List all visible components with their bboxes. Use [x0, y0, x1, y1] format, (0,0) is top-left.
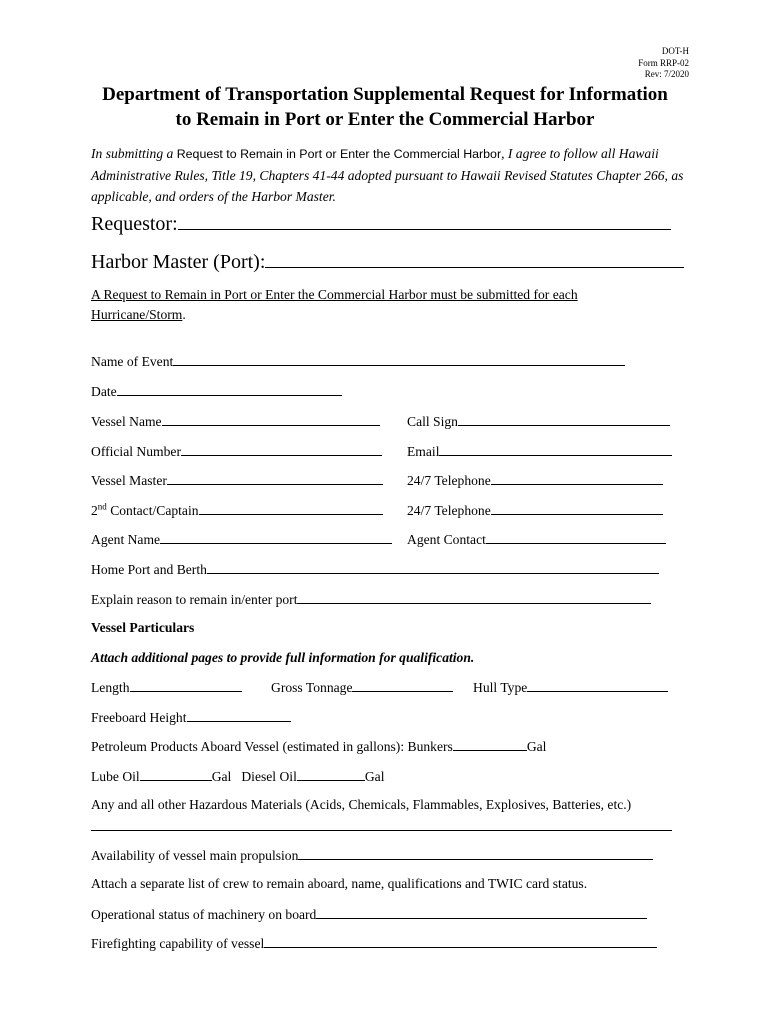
name-of-event-field[interactable]	[173, 353, 625, 366]
lube-oil-field[interactable]	[140, 768, 212, 781]
freeboard-row	[91, 709, 291, 726]
vessel-particulars-heading: Vessel Particulars	[91, 620, 195, 635]
agent-name-field[interactable]	[160, 531, 392, 544]
agent-contact-field[interactable]	[486, 531, 666, 544]
machinery-field[interactable]	[316, 906, 647, 919]
vessel-master-field[interactable]	[167, 472, 383, 485]
email-row	[407, 443, 672, 460]
gross-tonnage-row	[271, 679, 453, 696]
propulsion-label: Availability of vessel main propulsion	[91, 848, 299, 863]
form-title-line-1: Department of Transportation Supplemental Request for Information	[102, 84, 668, 105]
particulars-instruction: Attach additional pages to provide full information for qualification.	[91, 650, 475, 665]
email-label: Email	[407, 444, 440, 459]
form-header	[638, 46, 689, 81]
hull-type-row	[473, 679, 668, 696]
form-title-line-2: to Remain in Port or Enter the Commercial Harbor	[175, 109, 595, 130]
explain-reason-row	[91, 591, 651, 608]
agent-name-label: Agent Name	[91, 532, 161, 547]
second-contact-row	[91, 502, 383, 519]
telephone-2-label: 24/7 Telephone	[407, 503, 491, 518]
call-sign-label: Call Sign	[407, 414, 458, 429]
firefighting-row	[91, 935, 657, 952]
form-revision: Rev: 7/2020	[644, 69, 689, 79]
requestor-row	[91, 213, 671, 236]
date-label: Date	[91, 384, 117, 399]
lube-oil-label: Lube Oil	[91, 769, 140, 784]
explain-reason-field[interactable]	[297, 591, 651, 604]
intro-part-1: In submitting a	[91, 146, 177, 161]
gross-tonnage-label: Gross Tonnage	[271, 680, 353, 695]
hull-type-field[interactable]	[527, 679, 668, 692]
crew-list-instruction: Attach a separate list of crew to remain aboard, name, qualifications and TWIC card status.	[91, 876, 588, 891]
agent-name-row	[91, 531, 392, 548]
telephone-1-field[interactable]	[491, 472, 663, 485]
length-row	[91, 679, 242, 696]
hazardous-field[interactable]	[91, 830, 672, 831]
petroleum-label: Petroleum Products Aboard Vessel (estimated in gallons): Bunkers	[91, 739, 453, 754]
hull-type-label: Hull Type	[473, 680, 528, 695]
vessel-name-field[interactable]	[162, 413, 380, 426]
requestor-field[interactable]	[178, 213, 671, 230]
official-number-row	[91, 443, 382, 460]
diesel-oil-field[interactable]	[297, 768, 365, 781]
lube-oil-unit: Gal	[211, 769, 232, 784]
second-contact-field[interactable]	[199, 502, 383, 515]
notice-period: .	[182, 307, 186, 322]
firefighting-label: Firefighting capability of vessel	[91, 936, 265, 951]
email-field[interactable]	[439, 443, 672, 456]
dept-code: DOT-H	[661, 46, 689, 56]
home-port-field[interactable]	[207, 561, 659, 574]
official-number-field[interactable]	[181, 443, 382, 456]
machinery-label: Operational status of machinery on board	[91, 907, 317, 922]
telephone-2-row	[407, 502, 663, 519]
bunkers-unit: Gal	[526, 739, 547, 754]
vessel-master-label: Vessel Master	[91, 473, 167, 488]
home-port-row	[91, 561, 659, 578]
length-field[interactable]	[130, 679, 242, 692]
notice-text: A Request to Remain in Port or Enter the Commercial Harbor must be submitted for each Hurricane/Storm	[91, 287, 578, 322]
harbor-master-field[interactable]	[265, 251, 684, 268]
machinery-row	[91, 906, 647, 923]
explain-reason-label: Explain reason to remain in/enter port	[91, 592, 298, 607]
official-number-label: Official Number	[91, 444, 181, 459]
telephone-1-label: 24/7 Telephone	[407, 473, 491, 488]
firefighting-field[interactable]	[264, 935, 657, 948]
intro-paragraph	[91, 143, 711, 207]
propulsion-field[interactable]	[298, 847, 653, 860]
intro-part-2: Request to Remain in Port or Enter the Commercial Harbor	[176, 147, 502, 161]
agent-contact-label: Agent Contact	[407, 532, 486, 547]
date-row	[91, 383, 342, 400]
hazardous-label: Any and all other Hazardous Materials (Acids, Chemicals, Flammables, Explosives, Batteries, etc.)	[91, 797, 632, 812]
intro-part-3: , I agree to follow all Hawaii Administrative Rules, Title 19, Chapters 41-44 adopted pursuant to Hawaii Revised Statutes Chapter 266, as applicable, and orders of the Harbor Master.	[91, 146, 684, 204]
agent-contact-row	[407, 531, 666, 548]
diesel-oil-label: Diesel Oil	[241, 769, 297, 784]
name-of-event-label: Name of Event	[91, 354, 174, 369]
vessel-name-label: Vessel Name	[91, 414, 162, 429]
freeboard-label: Freeboard Height	[91, 710, 187, 725]
length-label: Length	[91, 680, 130, 695]
gross-tonnage-field[interactable]	[352, 679, 453, 692]
harbor-master-label: Harbor Master (Port):	[91, 251, 266, 273]
vessel-name-row	[91, 413, 380, 430]
form-number: Form RRP-02	[638, 57, 689, 68]
petroleum-row	[91, 738, 546, 755]
telephone-2-field[interactable]	[491, 502, 663, 515]
freeboard-field[interactable]	[187, 709, 291, 722]
telephone-1-row	[407, 472, 663, 489]
bunkers-field[interactable]	[453, 738, 527, 751]
diesel-oil-unit: Gal	[364, 769, 385, 784]
second-contact-label: 2nd Contact/Captain	[91, 501, 199, 518]
name-of-event-row	[91, 353, 625, 370]
call-sign-field[interactable]	[458, 413, 670, 426]
harbor-master-row	[91, 251, 684, 274]
requestor-label: Requestor:	[91, 213, 178, 235]
vessel-master-row	[91, 472, 383, 489]
submission-notice	[91, 285, 671, 325]
propulsion-row	[91, 847, 653, 864]
date-field[interactable]	[117, 383, 342, 396]
oil-row	[91, 768, 384, 785]
call-sign-row	[407, 413, 670, 430]
home-port-label: Home Port and Berth	[91, 562, 207, 577]
